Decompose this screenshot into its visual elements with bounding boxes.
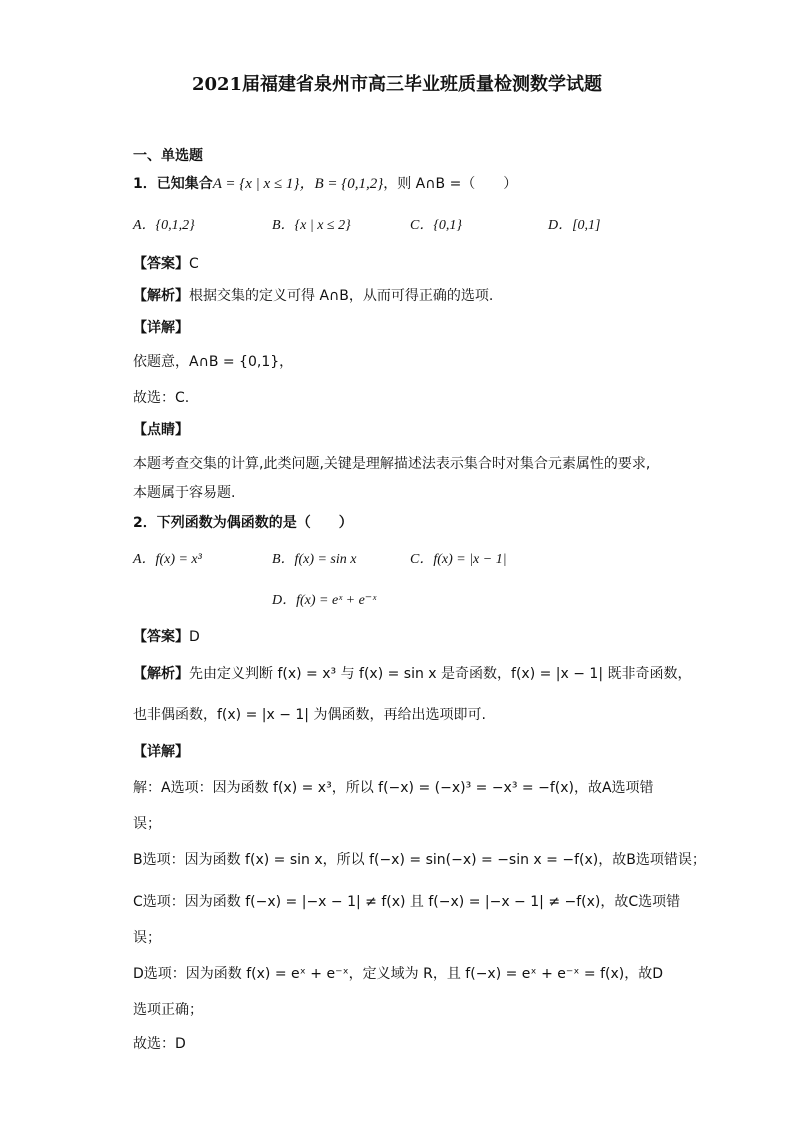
- q2-detail-c-line-1: C选项：因为函数 f(−x) = |−x − 1| ≠ f(x) 且 f(−x) = |−x − 1| ≠ −f(x)，故C选项错: [133, 894, 681, 910]
- q1-note-line-2: 本题属于容易题.: [133, 485, 236, 501]
- q2-analysis-line-1: [133, 664, 692, 684]
- q1-detail-line-1: 依题意，A∩B = {0,1}，: [133, 354, 294, 370]
- q2-analysis-text-1: 先由定义判断 f(x) = x³ 与 f(x) = sin x 是奇函数，f(x) = |x − 1| 既非奇函数，: [189, 666, 692, 682]
- q1-option-a: A．{0,1,2}: [133, 218, 195, 233]
- q2-detail-a-line-2: 误；: [133, 816, 161, 832]
- q2-option-a: A．f(x) = x³: [133, 552, 202, 567]
- q2-option-c: C．f(x) = |x − 1|: [410, 552, 507, 567]
- q1-stem-text: 1．已知集合: [133, 176, 213, 192]
- section-heading: 一、单选题: [133, 148, 203, 164]
- q2-analysis-label: 【解析】: [133, 666, 189, 682]
- q1-option-c: C．{0,1}: [410, 218, 463, 233]
- q2-detail-c-line-2: 误；: [133, 930, 161, 946]
- q2-answer: [133, 627, 200, 647]
- q1-analysis-label: 【解析】: [133, 288, 189, 304]
- q2-detail-b: B选项：因为函数 f(x) = sin x，所以 f(−x) = sin(−x) = −sin x = −f(x)，故B选项错误；: [133, 852, 706, 868]
- q1-detail-line-2: 故选：C.: [133, 390, 190, 406]
- q2-analysis-line-2: 也非偶函数，f(x) = |x − 1| 为偶函数，再给出选项即可.: [133, 707, 486, 723]
- q1-note-line-1: 本题考查交集的计算,此类问题,关键是理解描述法表示集合时对集合元素属性的要求,: [133, 456, 651, 472]
- q1-set-b: ，B = {0,1,2}: [299, 176, 384, 192]
- page-title: 2021届福建省泉州市高三毕业班质量检测数学试题: [191, 74, 603, 95]
- q1-option-d: D．[0,1]: [548, 218, 601, 233]
- q2-answer-label: 【答案】: [133, 629, 189, 645]
- q1-note-label: 【点睛】: [133, 422, 189, 438]
- q1-analysis: [133, 286, 493, 306]
- q1-answer: [133, 254, 199, 274]
- q1-stem: [133, 174, 517, 194]
- q1-stem-tail: ，则 A∩B =（ ）: [383, 176, 518, 192]
- q2-answer-value: D: [189, 629, 200, 645]
- q2-detail-d-line-2: 选项正确；: [133, 1002, 203, 1018]
- q1-option-b: B．{x | x ≤ 2}: [272, 218, 351, 233]
- q2-detail-end: 故选：D: [133, 1036, 186, 1052]
- q1-set-a: A = {x | x ≤ 1}: [212, 176, 300, 192]
- q1-answer-value: C: [189, 256, 199, 272]
- q2-option-d: D．f(x) = eˣ + e⁻ˣ: [272, 593, 377, 608]
- q1-answer-label: 【答案】: [133, 256, 189, 272]
- q2-option-b: B．f(x) = sin x: [272, 552, 357, 567]
- q2-detail-label: 【详解】: [133, 744, 189, 760]
- q2-detail-a-line-1: 解：A选项：因为函数 f(x) = x³，所以 f(−x) = (−x)³ = −x³ = −f(x)，故A选项错: [133, 780, 654, 796]
- q1-analysis-text: 根据交集的定义可得 A∩B，从而可得正确的选项.: [189, 288, 494, 304]
- q2-detail-d-line-1: D选项：因为函数 f(x) = eˣ + e⁻ˣ，定义域为 R，且 f(−x) = eˣ + e⁻ˣ = f(x)，故D: [133, 966, 664, 982]
- q1-detail-label: 【详解】: [133, 320, 189, 336]
- q2-stem: 2．下列函数为偶函数的是（ ）: [133, 515, 353, 531]
